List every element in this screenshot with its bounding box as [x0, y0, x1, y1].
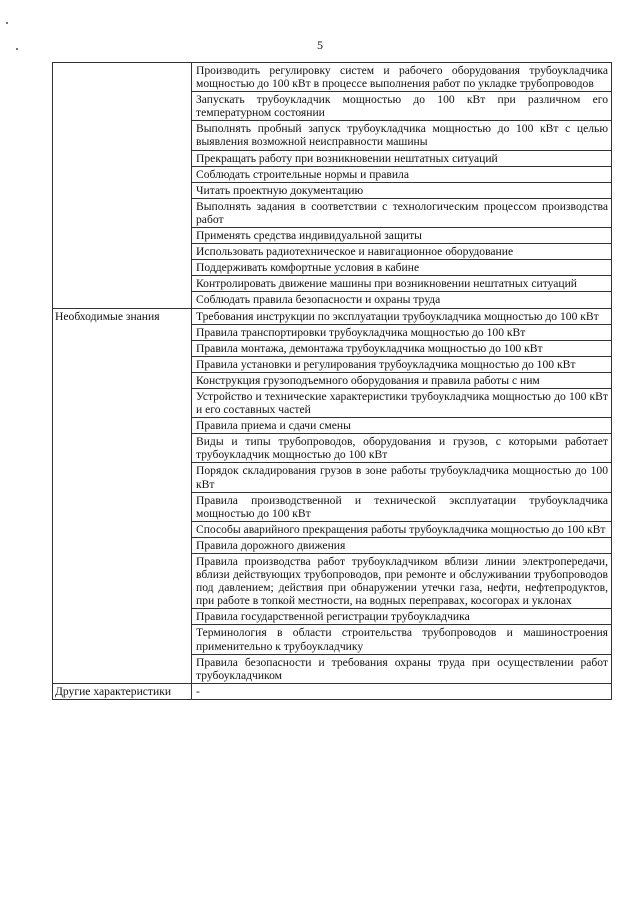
list-item: Соблюдать правила безопасности и охраны труда	[192, 292, 612, 308]
list-item: Порядок складирования грузов в зоне работы трубоукладчика мощностью до 100 кВт	[192, 463, 612, 492]
list-item: Правила установки и регулирования трубоукладчика мощностью до 100 кВт	[192, 356, 612, 372]
list-item: Виды и типы трубопроводов, оборудования и грузов, с которыми работает трубоукладчик мощностью до 100 кВт	[192, 434, 612, 463]
section-label: Необходимые знания	[53, 308, 192, 683]
list-item: Правила безопасности и требования охраны труда при осуществлении работ трубоукладчиком	[192, 654, 612, 683]
list-item: Правила производства работ трубоукладчиком вблизи линии электропередачи, вблизи действующих трубопроводов, при ремонте и обслуживании трубопроводов под давлением; действия при обнаружении утечки газа, нефти, нефтепродуктов, при работе в топкой местности, на водных переправах, косогорах и уклонах	[192, 554, 612, 609]
page-number: 5	[317, 38, 323, 52]
scan-speck	[16, 48, 18, 50]
list-item: Читать проектную документацию	[192, 182, 612, 198]
list-item: Прекращать работу при возникновении нештатных ситуаций	[192, 150, 612, 166]
scan-speck	[6, 22, 8, 24]
list-item: Поддерживать комфортные условия в кабине	[192, 260, 612, 276]
list-item: Конструкция грузоподъемного оборудования и правила работы с ним	[192, 372, 612, 388]
characteristics-table	[52, 62, 612, 700]
list-item: Требования инструкции по эксплуатации трубоукладчика мощностью до 100 кВт	[192, 308, 612, 324]
list-item: -	[192, 683, 612, 699]
list-item: Терминология в области строительства трубопроводов и машиностроения применительно к трубоукладчику	[192, 625, 612, 654]
list-item: Использовать радиотехническое и навигационное оборудование	[192, 244, 612, 260]
list-item: Применять средства индивидуальной защиты	[192, 228, 612, 244]
list-item: Правила производственной и технической эксплуатации трубоукладчика мощностью до 100 кВт	[192, 492, 612, 521]
list-item: Соблюдать строительные нормы и правила	[192, 166, 612, 182]
table-row	[53, 63, 612, 92]
table-row	[53, 683, 612, 699]
list-item: Выполнять задания в соответствии с технологическим процессом производства работ	[192, 198, 612, 227]
list-item: Правила дорожного движения	[192, 537, 612, 553]
list-item: Правила приема и сдачи смены	[192, 418, 612, 434]
section-label: Другие характеристики	[53, 683, 192, 699]
list-item: Способы аварийного прекращения работы трубоукладчика мощностью до 100 кВт	[192, 521, 612, 537]
list-item: Правила транспортировки трубоукладчика мощностью до 100 кВт	[192, 324, 612, 340]
list-item: Правила монтажа, демонтажа трубоукладчика мощностью до 100 кВт	[192, 340, 612, 356]
section-label	[53, 63, 192, 309]
list-item: Выполнять пробный запуск трубоукладчика мощностью до 100 кВт с целью выявления возможной неисправности машины	[192, 121, 612, 150]
list-item: Правила государственной регистрации трубоукладчика	[192, 609, 612, 625]
list-item: Устройство и технические характеристики трубоукладчика мощностью до 100 кВт и его составных частей	[192, 388, 612, 417]
table-row	[53, 308, 612, 324]
list-item: Запускать трубоукладчик мощностью до 100 кВт при различном его температурном состоянии	[192, 92, 612, 121]
list-item: Производить регулировку систем и рабочего оборудования трубоукладчика мощностью до 100 кВт в процессе выполнения работ по укладке трубопроводов	[192, 63, 612, 92]
list-item: Контролировать движение машины при возникновении нештатных ситуаций	[192, 276, 612, 292]
